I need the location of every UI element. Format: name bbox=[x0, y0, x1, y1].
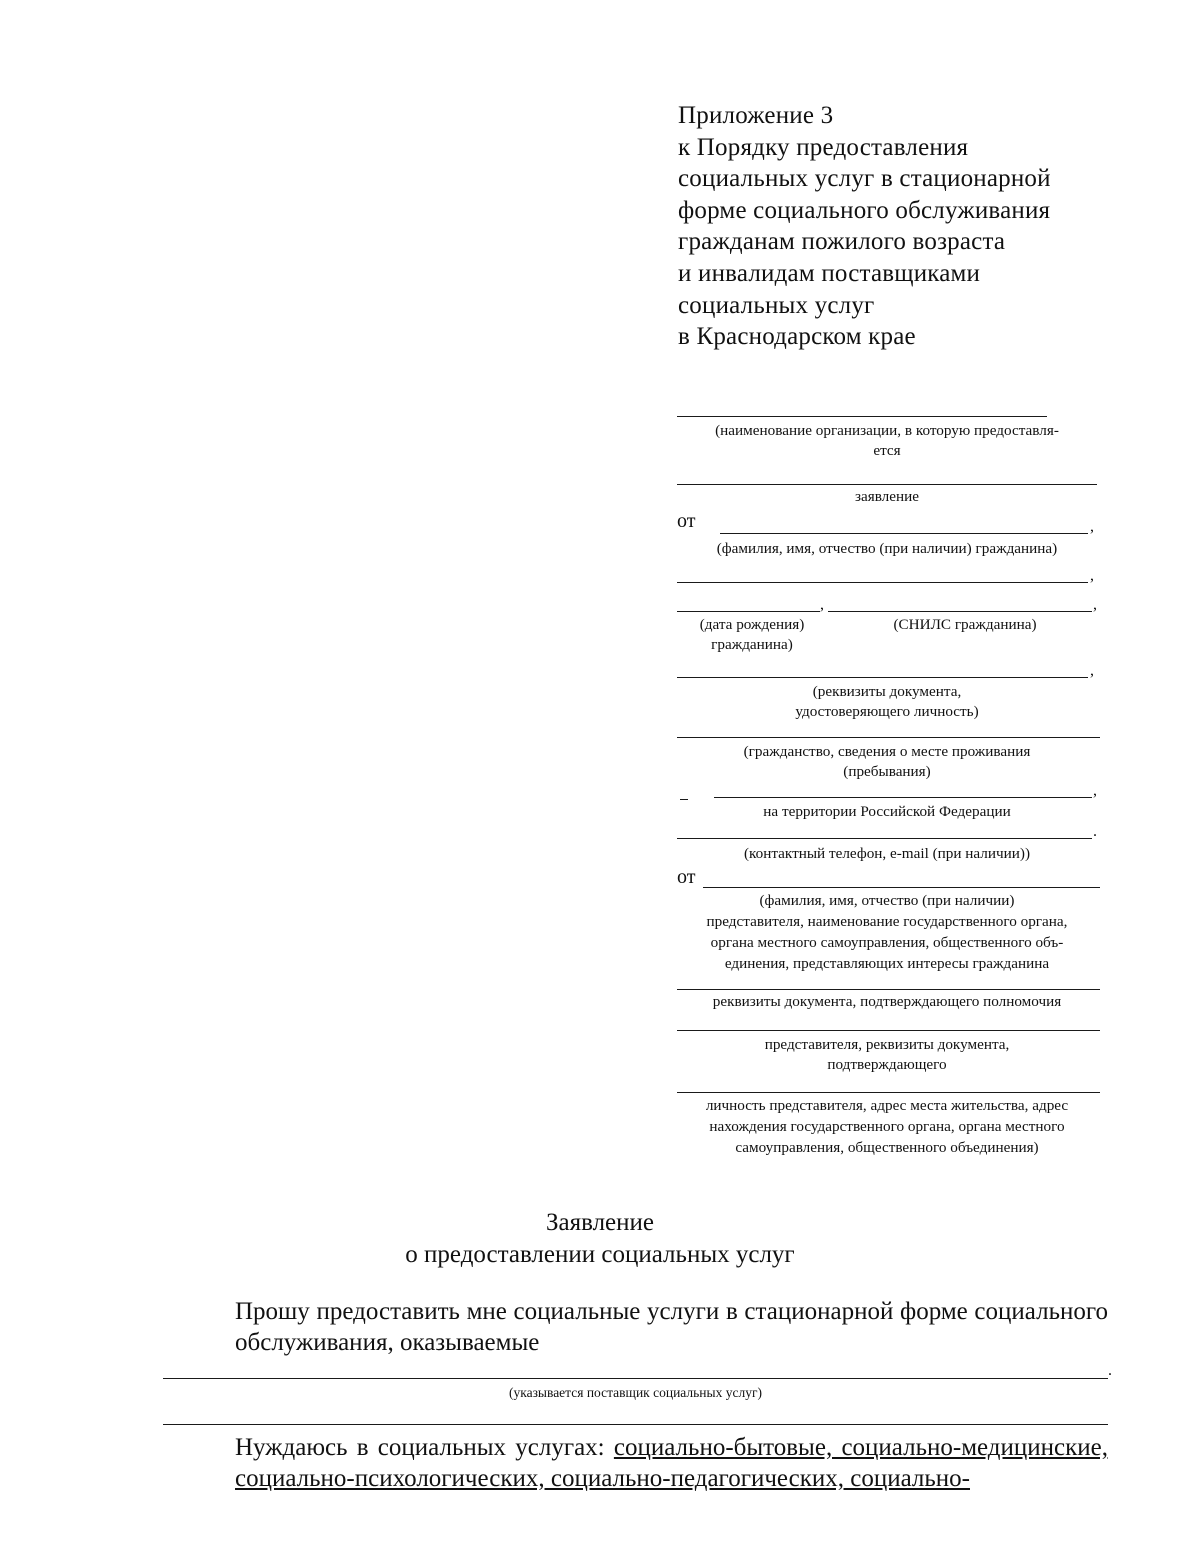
appendix-heading bbox=[678, 100, 1051, 353]
id-doc-caption-1: (реквизиты документа, bbox=[812, 683, 962, 700]
rep-doc2-caption-1: представителя, реквизиты документа, bbox=[764, 1036, 1010, 1053]
rep-doc2-caption-2: подтверждающего bbox=[827, 1056, 947, 1073]
request-text: Прошу предоставить мне социальные услуги в стационарной форме социального обслуживания, оказываемые bbox=[235, 1298, 1108, 1356]
contact-field[interactable] bbox=[677, 838, 1092, 839]
from-label-2: от bbox=[677, 866, 696, 888]
request-paragraph bbox=[163, 1296, 1108, 1358]
statement-label: заявление bbox=[854, 488, 919, 505]
services-lead: Нуждаюсь в социальных услугах: bbox=[235, 1434, 614, 1461]
citizen-name-caption: (фамилия, имя, отчество (при наличии) гражданина) bbox=[716, 540, 1058, 557]
territory-caption: на территории Российской Федерации bbox=[763, 803, 1011, 820]
org-caption-2: ется bbox=[873, 442, 901, 459]
snils-field[interactable] bbox=[828, 611, 1092, 612]
appendix-line: Приложение 3 bbox=[678, 102, 834, 129]
document-subtitle: о предоставлении социальных услуг bbox=[405, 1241, 795, 1268]
birth-date-field[interactable] bbox=[677, 611, 820, 612]
rep-doc-caption: реквизиты документа, подтверждающего полномочия bbox=[712, 993, 1062, 1010]
services-paragraph bbox=[163, 1432, 1108, 1494]
rep-caption-2: представителя, наименование государственного органа, bbox=[706, 913, 1068, 930]
birth-date-caption-1: (дата рождения) bbox=[699, 616, 805, 633]
appendix-line: и инвалидам поставщиками bbox=[678, 259, 981, 287]
org-name-field-2[interactable] bbox=[677, 484, 1097, 485]
rep-doc-field[interactable] bbox=[677, 989, 1100, 990]
rep-addr-caption-2: нахождения государственного органа, органа местного bbox=[709, 1118, 1065, 1135]
services-list: социально-бытовые, социально-медицинские, социально-психологических, социально-педагогических, социально- bbox=[235, 1434, 1108, 1492]
org-name-field[interactable] bbox=[677, 416, 1047, 417]
citizenship-caption-2: (пребывания) bbox=[843, 763, 931, 780]
org-caption-1: (наименование организации, в которую предоставля- bbox=[715, 422, 1059, 439]
appendix-line: социальных услуг bbox=[678, 291, 875, 319]
rep-caption-4: единения, представляющих интересы гражданина bbox=[724, 955, 1050, 972]
appendix-line: к Порядку предоставления bbox=[678, 133, 969, 161]
provider-caption: (указывается поставщик социальных услуг) bbox=[509, 1385, 762, 1400]
citizenship-caption-1: (гражданство, сведения о месте проживания bbox=[743, 743, 1031, 760]
rep-addr-caption-1: личность представителя, адрес места жительства, адрес bbox=[705, 1097, 1069, 1114]
rep-doc2-field[interactable] bbox=[677, 1030, 1100, 1031]
appendix-line: форме социального обслуживания bbox=[678, 196, 1051, 224]
from-label: от bbox=[677, 510, 696, 532]
id-doc-caption-2: удостоверяющего личность) bbox=[795, 703, 979, 720]
appendix-line: в Краснодарском крае bbox=[678, 323, 916, 351]
citizen-name-field[interactable] bbox=[720, 533, 1088, 534]
snils-caption: (СНИЛС гражданина) bbox=[893, 616, 1037, 633]
rep-caption-1: (фамилия, имя, отчество (при наличии) bbox=[759, 892, 1015, 909]
provider-field-2[interactable] bbox=[163, 1424, 1108, 1425]
birth-date-caption-2: гражданина) bbox=[711, 636, 793, 653]
appendix-line: гражданам пожилого возраста bbox=[678, 228, 1006, 256]
citizen-name-field-2[interactable] bbox=[677, 582, 1088, 583]
rep-addr-caption-3: самоуправления, общественного объединения) bbox=[735, 1139, 1039, 1156]
contact-caption: (контактный телефон, e-mail (при наличии)) bbox=[743, 845, 1031, 862]
appendix-line: социальных услуг в стационарной bbox=[678, 165, 1051, 193]
document-title: Заявление bbox=[545, 1209, 655, 1236]
id-doc-field[interactable] bbox=[677, 677, 1088, 678]
representative-field[interactable] bbox=[703, 887, 1100, 888]
citizenship-field[interactable] bbox=[677, 737, 1100, 738]
territory-field[interactable] bbox=[714, 797, 1092, 798]
rep-addr-field[interactable] bbox=[677, 1092, 1100, 1093]
rep-caption-3: органа местного самоуправления, общественного объ- bbox=[710, 934, 1064, 951]
provider-field[interactable] bbox=[163, 1378, 1108, 1379]
